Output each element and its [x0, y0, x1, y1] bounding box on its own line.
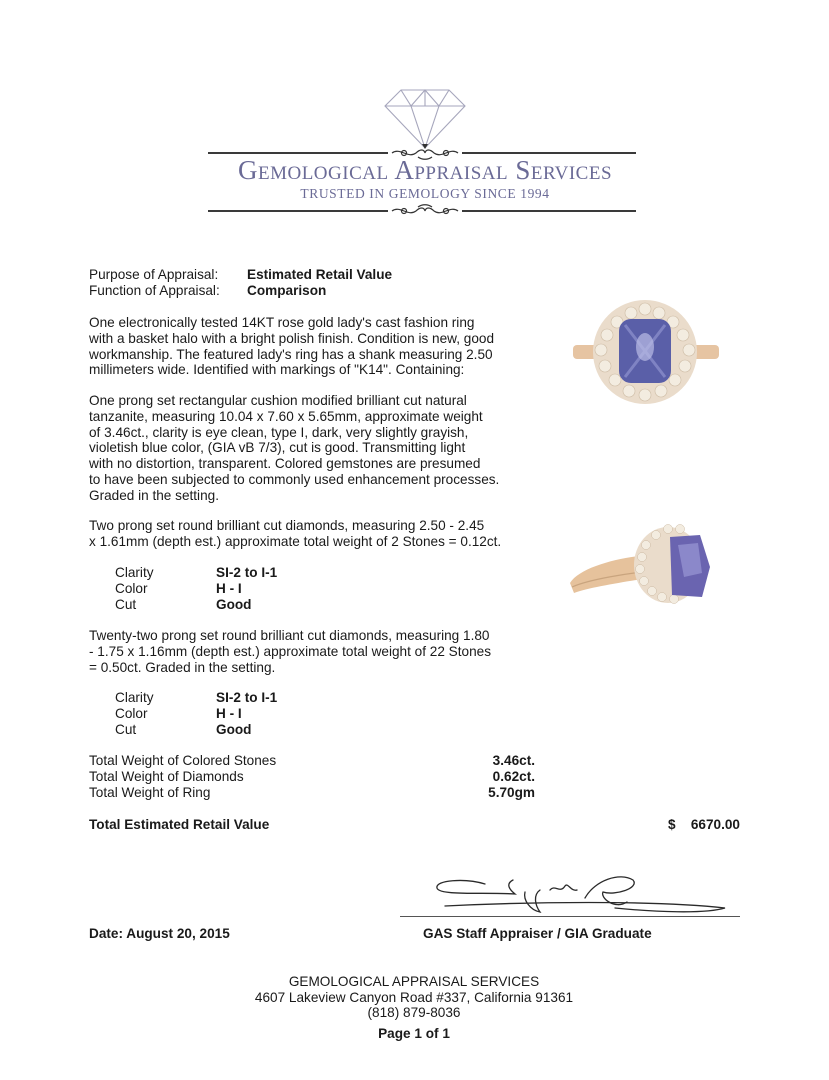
- function-label: Function of Appraisal:: [89, 283, 220, 298]
- group1-color-value: H - I: [216, 581, 242, 596]
- signature: [405, 870, 745, 920]
- center-stone-description: [89, 393, 519, 504]
- page-number: Page 1 of 1: [378, 1025, 450, 1041]
- appraiser-title: GAS Staff Appraiser / GIA Graduate: [423, 926, 652, 941]
- center-stone-line: One prong set rectangular cushion modified brilliant cut natural: [89, 393, 467, 408]
- group2-cut-value: Good: [216, 722, 252, 737]
- diamond-icon: [383, 88, 467, 150]
- total-diamonds-label: Total Weight of Diamonds: [89, 769, 244, 784]
- logo-bottom-rule-left: [208, 210, 388, 212]
- diamonds-group2-description: [89, 628, 519, 675]
- diamonds-group2-line: - 1.75 x 1.16mm (depth est.) approximate total weight of 22 Stones: [89, 643, 491, 659]
- group2-color-value: H - I: [216, 706, 242, 721]
- center-stone-line: violetish blue color, (GIA vB 7/3), cut is good. Transmitting light: [89, 440, 466, 456]
- function-value: Comparison: [247, 283, 327, 298]
- description-line: workmanship. The featured lady's ring has a shank measuring 2.50: [89, 346, 493, 362]
- purpose-value: Estimated Retail Value: [247, 267, 393, 282]
- group1-cut-label: Cut: [115, 597, 137, 612]
- logo-bottom-rule-right: [462, 210, 636, 212]
- logo-top-rule-left: [208, 152, 388, 154]
- group1-clarity-value: SI-2 to I-1: [216, 565, 278, 580]
- diamonds-group2-line: = 0.50ct. Graded in the setting.: [89, 659, 276, 675]
- group2-clarity-value: SI-2 to I-1: [216, 690, 278, 705]
- center-stone-line: with no distortion, transparent. Colored gemstones are presumed: [89, 456, 481, 472]
- ring-description: [89, 315, 519, 378]
- appraisal-date: Date: August 20, 2015: [89, 926, 230, 941]
- currency-symbol: $: [668, 817, 676, 832]
- group2-cut-label: Cut: [115, 722, 137, 737]
- footer-company: GEMOLOGICAL APPRAISAL SERVICES: [288, 974, 540, 989]
- group1-clarity-label: Clarity: [115, 565, 154, 580]
- description-line: One electronically tested 14KT rose gold lady's cast fashion ring: [89, 315, 475, 330]
- diamonds-group1-line: x 1.61mm (depth est.) approximate total weight of 2 Stones = 0.12ct.: [89, 533, 502, 549]
- total-ring-weight-label: Total Weight of Ring: [89, 785, 211, 800]
- signature-line: [400, 916, 740, 917]
- total-retail-label: Total Estimated Retail Value: [89, 817, 270, 832]
- footer: [194, 974, 634, 1041]
- group1-cut-value: Good: [216, 597, 252, 612]
- total-diamonds-value: 0.62ct.: [492, 769, 535, 784]
- center-stone-line: to have been subjected to commonly used enhancement processes.: [89, 471, 500, 487]
- total-colored-stones-value: 3.46ct.: [492, 753, 535, 768]
- center-stone-line: of 3.46ct., clarity is eye clean, type I, dark, very slightly grayish,: [89, 424, 469, 440]
- footer-address: 4607 Lakeview Canyon Road #337, California 91361: [254, 989, 574, 1005]
- logo-title: Gemological Appraisal Services: [237, 155, 613, 185]
- group2-clarity-label: Clarity: [115, 690, 154, 705]
- flourish-bottom-icon: [390, 203, 460, 219]
- total-ring-weight-value: 5.70gm: [488, 785, 535, 800]
- purpose-label: Purpose of Appraisal:: [89, 267, 219, 282]
- ring-photo-top: [555, 295, 735, 415]
- total-retail-value: 6670.00: [690, 817, 740, 832]
- logo-top-rule-right: [462, 152, 636, 154]
- diamonds-group1-description: [89, 518, 519, 550]
- description-line: with a basket halo with a bright polish finish. Condition is new, good: [89, 330, 495, 346]
- center-stone-line: Graded in the setting.: [89, 487, 219, 503]
- footer-phone: (818) 879-8036: [367, 1005, 461, 1021]
- total-colored-stones-label: Total Weight of Colored Stones: [89, 753, 277, 768]
- center-stone-line: tanzanite, measuring 10.04 x 7.60 x 5.65mm, approximate weight: [89, 408, 483, 424]
- logo-tagline: TRUSTED IN GEMOLOGY SINCE 1994: [300, 186, 550, 201]
- diamonds-group2-line: Twenty-two prong set round brilliant cut diamonds, measuring 1.80: [89, 628, 490, 643]
- diamonds-group1-line: Two prong set round brilliant cut diamonds, measuring 2.50 - 2.45: [89, 518, 485, 533]
- group2-color-label: Color: [115, 706, 148, 721]
- group1-color-label: Color: [115, 581, 148, 596]
- description-line: millimeters wide. Identified with markings of "K14". Containing:: [89, 362, 465, 378]
- ring-photo-side: [560, 515, 730, 615]
